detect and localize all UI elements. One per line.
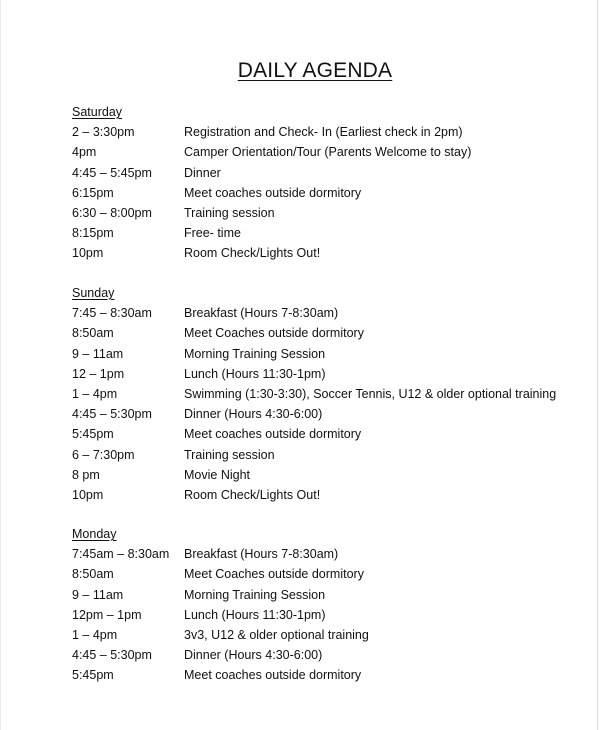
agenda-row xyxy=(72,445,552,465)
time-cell: 1 – 4pm xyxy=(72,386,118,401)
agenda-row xyxy=(72,465,552,485)
day-heading: Sunday xyxy=(72,286,115,300)
day-heading: Saturday xyxy=(72,105,123,119)
agenda-row xyxy=(72,544,552,564)
activity-cell: Breakfast (Hours 7-8:30am) xyxy=(184,547,339,562)
agenda-row xyxy=(72,344,552,364)
activity-cell: Meet Coaches outside dormitory xyxy=(184,567,364,582)
activity-cell: Registration and Check- In (Earliest check in 2pm) xyxy=(184,125,463,140)
activity-cell: Lunch (Hours 11:30-1pm) xyxy=(184,607,326,622)
time-cell: 10pm xyxy=(72,246,104,261)
time-cell: 4pm xyxy=(72,145,97,160)
activity-cell: Swimming (1:30-3:30), Soccer Tennis, U12 & older optional training xyxy=(184,386,557,401)
activity-cell: 3v3, U12 & older optional training xyxy=(184,627,369,642)
activity-cell: Movie Night xyxy=(184,467,250,482)
activity-cell: Dinner (Hours 4:30-6:00) xyxy=(184,407,323,422)
agenda-row xyxy=(72,163,552,183)
agenda-row xyxy=(72,323,552,343)
agenda-row xyxy=(72,404,552,424)
time-cell: 6 – 7:30pm xyxy=(72,447,135,462)
agenda-row xyxy=(72,142,552,162)
time-cell: 4:45 – 5:45pm xyxy=(72,165,152,180)
day-heading: Monday xyxy=(72,527,117,541)
time-cell: 8:50am xyxy=(72,567,114,582)
time-cell: 6:15pm xyxy=(72,185,114,200)
time-cell: 4:45 – 5:30pm xyxy=(72,648,152,663)
activity-cell: Training session xyxy=(184,447,275,462)
activity-cell: Dinner xyxy=(184,165,221,180)
time-cell: 8 pm xyxy=(72,467,100,482)
agenda-row xyxy=(72,605,552,625)
time-cell: 5:45pm xyxy=(72,668,114,683)
activity-cell: Room Check/Lights Out! xyxy=(184,246,321,261)
agenda-row xyxy=(72,625,552,645)
agenda-row xyxy=(72,485,552,505)
activity-cell: Dinner (Hours 4:30-6:00) xyxy=(184,648,323,663)
activity-cell: Camper Orientation/Tour (Parents Welcome to stay) xyxy=(184,145,472,160)
agenda-row xyxy=(72,384,557,404)
day-section-sunday xyxy=(72,283,557,505)
time-cell: 6:30 – 8:00pm xyxy=(72,205,152,220)
agenda-row xyxy=(72,364,552,384)
activity-cell: Meet coaches outside dormitory xyxy=(184,185,362,200)
agenda-row xyxy=(72,424,552,444)
time-cell: 5:45pm xyxy=(72,427,114,442)
agenda-row xyxy=(72,303,552,323)
time-cell: 8:15pm xyxy=(72,226,114,241)
agenda-row xyxy=(72,223,552,243)
agenda-row xyxy=(72,564,552,584)
agenda-row xyxy=(72,122,552,142)
activity-cell: Morning Training Session xyxy=(184,346,326,361)
time-cell: 8:50am xyxy=(72,326,114,341)
time-cell: 2 – 3:30pm xyxy=(72,125,135,140)
agenda-row xyxy=(72,585,552,605)
time-cell: 4:45 – 5:30pm xyxy=(72,407,152,422)
activity-cell: Meet Coaches outside dormitory xyxy=(184,326,364,341)
day-section-monday xyxy=(72,524,552,686)
time-cell: 10pm xyxy=(72,487,104,502)
page-title: DAILY AGENDA xyxy=(237,59,393,82)
time-cell: 7:45am – 8:30am xyxy=(72,547,170,562)
agenda-row xyxy=(72,665,552,685)
activity-cell: Morning Training Session xyxy=(184,587,326,602)
activity-cell: Breakfast (Hours 7-8:30am) xyxy=(184,306,339,321)
day-section-saturday xyxy=(72,102,552,264)
agenda-row xyxy=(72,183,552,203)
time-cell: 9 – 11am xyxy=(72,346,124,361)
agenda-row xyxy=(72,243,552,263)
agenda-row xyxy=(72,203,552,223)
activity-cell: Lunch (Hours 11:30-1pm) xyxy=(184,366,326,381)
activity-cell: Training session xyxy=(184,205,275,220)
activity-cell: Free- time xyxy=(184,226,241,241)
agenda-row xyxy=(72,645,552,665)
activity-cell: Meet coaches outside dormitory xyxy=(184,668,362,683)
activity-cell: Meet coaches outside dormitory xyxy=(184,427,362,442)
time-cell: 9 – 11am xyxy=(72,587,124,602)
activity-cell: Room Check/Lights Out! xyxy=(184,487,321,502)
time-cell: 12 – 1pm xyxy=(72,366,125,381)
time-cell: 1 – 4pm xyxy=(72,627,118,642)
time-cell: 12pm – 1pm xyxy=(72,607,142,622)
time-cell: 7:45 – 8:30am xyxy=(72,306,152,321)
